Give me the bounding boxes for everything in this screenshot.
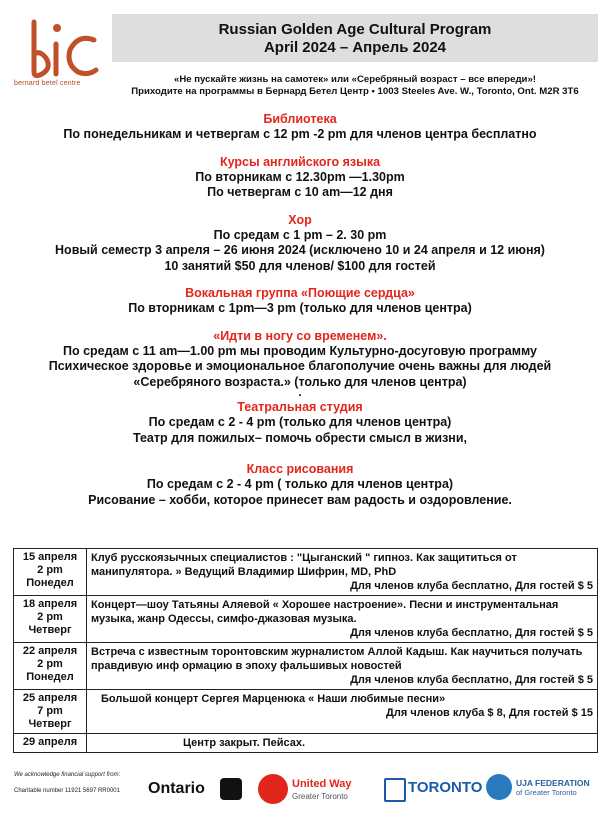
table-row [14,734,598,753]
event-date-cell [14,690,87,734]
event-day: Понедел [26,671,74,683]
page-title: Russian Golden Age Cultural Program [218,21,492,38]
table-row [14,690,598,734]
toronto-city-hall-icon [384,778,406,802]
slogan-line-2: Приходите на программы в Бернард Бетел Центр • 1003 Steeles Ave. W., Toronto, Ont. M2R 3T6 [131,86,579,97]
event-time: 2 рm [37,611,63,623]
table-row [14,549,598,596]
event-time: 2 рm [37,564,63,576]
toronto-logo-text: TORONTO [408,779,483,796]
event-description: Центр закрыт. Пейсах. [183,737,306,749]
section-line: По вторникам с 1рm—3 рm (только для членов центра) [128,301,472,315]
section-line: Рисование – хобби, которое принесет вам радость и оздоровление. [88,492,512,507]
united-way-text: United Way [292,778,352,790]
section-line: По средам с 2 - 4 рm (только для членов центра) [148,415,452,429]
ontario-trillium-icon [220,778,242,800]
section-title: Театральная студия [237,400,363,414]
event-description-cell [87,549,598,596]
program-sections [0,112,600,520]
event-date-cell [14,596,87,643]
section-line: По средам с 11 аm—1.00 рm мы проводим Культурно-досуговую программу [63,343,537,358]
section-title: Курсы английского языка [219,154,381,169]
charitable-number: Charitable number 11921 5697 RR0001 [14,788,120,794]
event-date: 29 апреля [22,736,78,748]
section-line: Новый семестр 3 апреля – 26 июня 2024 (исключено 10 и 24 апреля и 12 июня) [55,243,545,257]
section-title: Хор [288,212,312,227]
event-day: Понедел [26,577,74,589]
event-price: Для членов клуба бесплатно, Для гостей $ 5 [350,580,593,592]
ontario-logo-text: Ontario [148,780,205,797]
event-date: 18 апреля [22,598,78,610]
uja-federation-subtext: of Greater Toronto [516,788,577,797]
page-subtitle: April 2024 – Апрель 2024 [263,39,447,56]
section-choir [0,213,600,275]
event-description-cell [87,643,598,690]
section-theatre [0,400,600,446]
section-line: По средам с 1 рm – 2. 30 рm [213,227,387,242]
bernard-betel-logo [12,14,112,86]
section-vocal-group [0,286,600,317]
uja-federation-text: UJA FEDERATION [516,778,590,788]
event-date-cell [14,549,87,596]
united-way-icon [258,774,288,804]
event-description: Встреча с известным торонтовским журналистом Аллой Кадыш. Как научиться получать правдивую инф ормацию в эпоху фальшивых новостей [91,646,583,672]
events-table [13,548,598,753]
event-description-cell [87,690,598,734]
event-price: Для членов клуба бесплатно, Для гостей $ 5 [350,627,593,639]
event-day: Четверг [28,624,72,636]
section-line: По понедельникам и четвергам с 12 рm -2 рm для членов центра бесплатно [63,127,537,141]
sponsor-footer [0,764,600,818]
section-drawing [0,462,600,508]
united-way-subtext: Greater Toronto [292,792,348,801]
section-title: «Идти в ногу со временем». [213,328,387,343]
section-line: По средам с 2 - 4 рm ( только для членов центра) [146,477,454,491]
event-description: Клуб русскоязычных специалистов : "Цыганский " гипноз. Как защититься от манипулятора. » Ведущий Владимир Шифрин, MD, PhD [91,552,517,578]
event-day: Четверг [28,718,72,730]
table-row [14,596,598,643]
event-date-cell [14,734,87,753]
header-banner [112,14,598,62]
event-price: Для членов клуба $ 8, Для гостей $ 15 [386,707,593,719]
event-time: 7 рm [37,705,63,717]
acknowledgement-text: We acknowledge financial support from: [14,772,121,778]
section-line: По вторникам с 12.30рm —1.30рm [195,169,405,184]
event-date-cell [14,643,87,690]
event-price: Для членов клуба бесплатно, Для гостей $ 5 [350,674,593,686]
event-description-cell [87,734,598,753]
section-line: Психическое здоровье и эмоциональное благополучие очень важны для людей [48,359,552,373]
section-title: Вокальная группа «Поющие сердца» [185,286,415,300]
logo-tagline: bernard betel centre [14,80,81,87]
uja-federation-icon [486,774,512,800]
event-description-cell [87,596,598,643]
section-english [0,155,600,201]
table-row [14,643,598,690]
section-line: Театр для пожилых– помочь обрести смысл в жизни, [132,430,468,445]
section-line: По четвергам с 10 аm—12 дня [207,185,393,199]
section-line: «Серебряного возраста.» (только для членов центра) [133,374,467,389]
event-description: Большой концерт Сергея Марценюка « Наши любимые песни» [101,693,446,705]
section-keep-up [0,329,600,391]
event-description: Концерт—шоу Татьяны Аляевой « Хорошее настроение». Песни и инструментальная музыка, жанр Одессы, симфо-джазовая музыка. [91,599,559,625]
section-title: Класс рисования [246,462,354,476]
event-time: 2 рm [37,658,63,670]
section-line: 10 занятий $50 для членов/ $100 для гостей [164,258,436,273]
section-title: Библиотека [263,112,337,126]
event-date: 22 апреля [22,645,78,657]
separator-dot: . [298,385,302,399]
section-library [0,112,600,143]
event-date: 25 апреля [22,692,78,704]
event-date: 15 апреля [22,551,78,563]
slogan-line-1: «Не пускайте жизнь на самотек» или «Серебряный возраст – все впереди»! [173,74,536,85]
